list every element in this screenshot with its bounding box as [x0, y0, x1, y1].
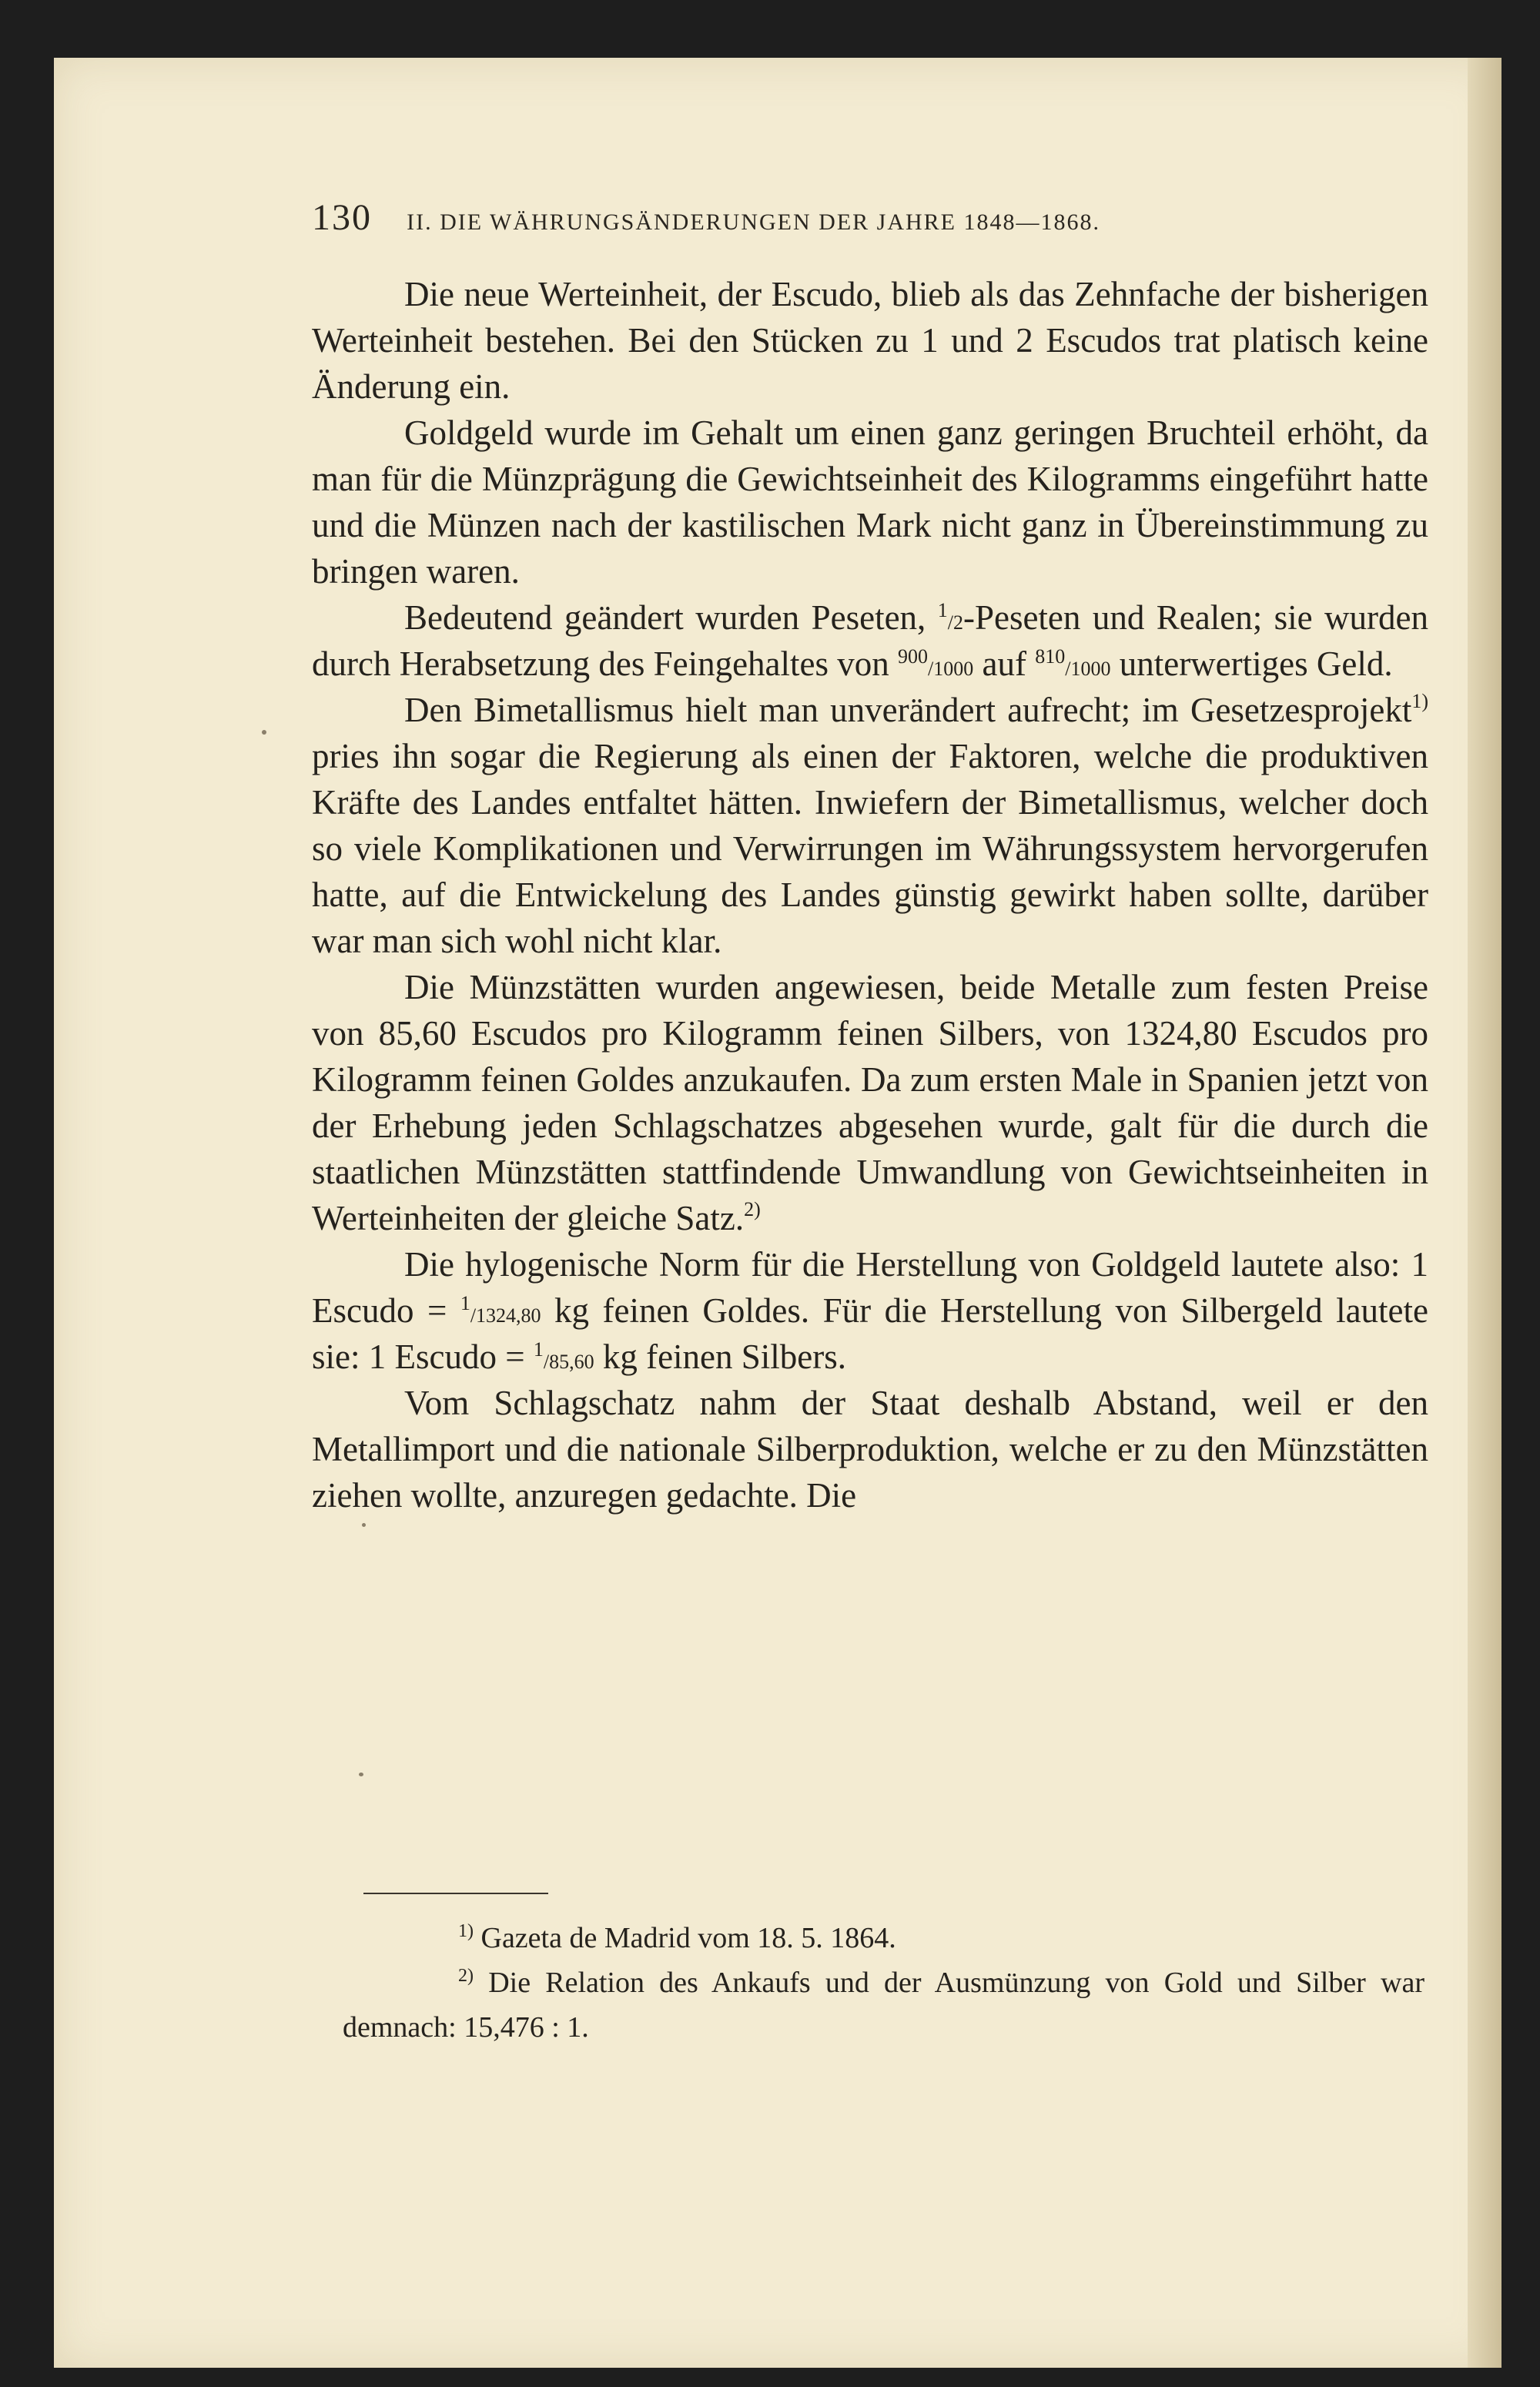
footnote-divider — [363, 1893, 548, 1894]
footnote-marker: 1) — [458, 1921, 474, 1941]
page-number: 130 — [312, 197, 372, 238]
paragraph-text: Goldgeld wurde im Gehalt um einen ganz geringen Bruchteil erhöht, da man für die Münzprägung die Gewichtseinheit des Kilogramms eingeführt hatte und die Münzen nach der kastilischen Mark nicht ganz in Übereinstimmung zu bringen waren. — [312, 413, 1428, 591]
fraction-numerator: 810 — [1035, 645, 1066, 668]
fraction-denominator: /85,60 — [543, 1351, 594, 1373]
footnotes — [343, 1916, 1424, 2050]
fraction-denominator: /1000 — [1065, 658, 1111, 680]
paper-speck — [359, 1773, 363, 1776]
footnote — [343, 1916, 1424, 1960]
paragraph-text: Die hylogenische Norm für die Herstellung von Goldgeld lautete also: 1 Escudo = — [312, 1245, 1428, 1330]
paragraph-text: unterwertiges Geld. — [1110, 644, 1393, 683]
paragraph — [312, 594, 1428, 687]
paragraph-text: kg feinen Silbers. — [594, 1337, 847, 1376]
paragraph — [312, 1241, 1428, 1380]
paragraph-text: pries ihn sogar die Regierung als einen der Faktoren, welche die produktiven Kräfte des Landes entfaltet hätten. Inwiefern der Bimetallismus, welcher doch so viele Komplikationen und Verwirrungen im Währungssystem hervorgerufen hatte, auf die Entwickelung des Landes günstig gewirkt haben sollte, darüber war man sich wohl nicht klar. — [312, 737, 1428, 960]
footnote — [343, 1960, 1424, 2050]
fraction-denominator: /2 — [947, 611, 963, 634]
paragraph — [312, 964, 1428, 1241]
footnote-text: Die Relation des Ankaufs und der Ausmünzung von Gold und Silber war demnach: 15,476 : 1. — [343, 1967, 1424, 2044]
paragraph-text: Vom Schlagschatz nahm der Staat deshalb Abstand, weil er den Metallimport und die nationale Silberproduktion, welche er zu den Münzstätten ziehen wollte, anzuregen gedachte. Die — [312, 1384, 1428, 1515]
paragraph-text: auf — [973, 644, 1036, 683]
paragraph-text: Die neue Werteinheit, der Escudo, blieb als das Zehnfache der bisherigen Werteinheit bestehen. Bei den Stücken zu 1 und 2 Escudos trat platisch keine Änderung ein. — [312, 275, 1428, 406]
fraction-denominator: /1324,80 — [470, 1304, 541, 1327]
footnote-text: Gazeta de Madrid vom 18. 5. 1864. — [474, 1922, 896, 1954]
paragraph-text: kg feinen Goldes. Für die Herstellung von Silbergeld lautete sie: 1 Escudo = — [312, 1291, 1429, 1376]
paragraph — [312, 271, 1428, 410]
paragraph-text: Die Münzstätten wurden angewiesen, beide Metalle zum festen Preise von 85,60 Escudos pro Kilogramm feinen Silbers, von 1324,80 Escudos pro Kilogramm feinen Goldes anzukaufen. Da zum ersten Male in Spanien jetzt von der Erhebung jeden Schlagschatzes abgesehen wurde, galt für die durch die staatlichen Münzstätten stattfindende Umwandlung von Gewichtseinheiten in Werteinheiten der gleiche Satz. — [312, 968, 1428, 1237]
paragraph — [312, 687, 1428, 964]
footnote-reference[interactable]: 2) — [744, 1198, 761, 1220]
fraction-numerator: 900 — [898, 645, 929, 668]
footnote-marker: 2) — [458, 1966, 474, 1986]
fraction-denominator: /1000 — [928, 658, 974, 680]
footnote-reference[interactable]: 1) — [1411, 690, 1428, 712]
body-text — [312, 271, 1428, 1518]
paragraph-text: Den Bimetallismus hielt man unverändert aufrecht; im Gesetzesprojekt — [404, 691, 1412, 729]
paper-speck — [362, 1523, 366, 1527]
fraction-numerator: 1 — [533, 1338, 544, 1361]
paragraph-text: Bedeutend geändert wurden Peseten, — [404, 598, 938, 637]
paragraph-text: -Peseten und Realen; sie wurden durch Herabsetzung des Feingehaltes von — [312, 598, 1428, 683]
fraction-numerator: 1 — [460, 1292, 470, 1314]
page-edge-shadow — [1468, 58, 1502, 2368]
running-header — [312, 196, 1428, 243]
paper-speck — [262, 730, 266, 735]
paragraph — [312, 410, 1428, 594]
fraction-numerator: 1 — [937, 599, 948, 621]
running-title: II. DIE WÄHRUNGSÄNDERUNGEN DER JAHRE 1848—1868. — [407, 209, 1101, 235]
paragraph — [312, 1380, 1428, 1518]
